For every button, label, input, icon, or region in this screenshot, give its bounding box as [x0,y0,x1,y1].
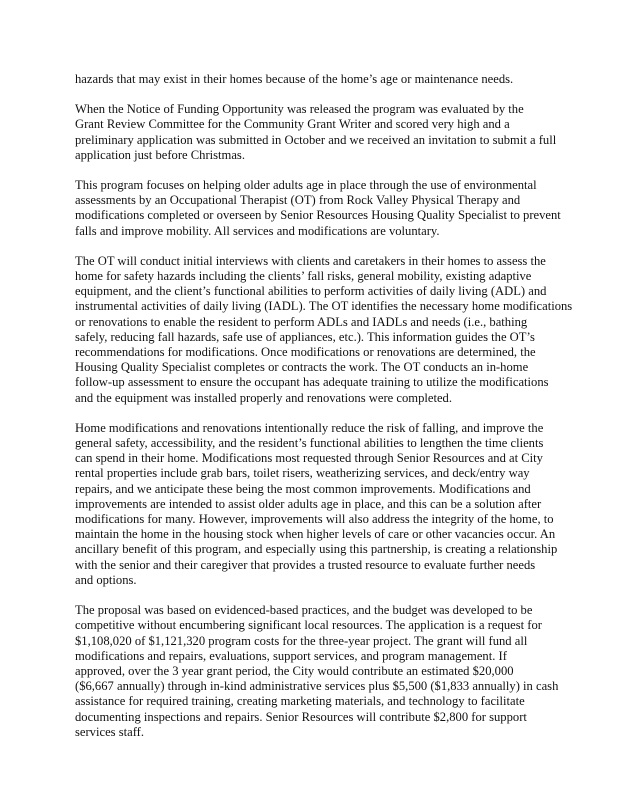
text-line: application just before Christmas. [75,147,245,162]
text-line: or renovations to enable the resident to perform ADLs and IADLs and needs (i.e., bathing [75,314,528,329]
text-line: The proposal was based on evidenced-based practices, and the budget was developed to be [75,603,533,618]
text-line: $1,108,020 of $1,121,320 program costs for the three-year project. The grant will fund all [75,633,528,648]
text-line: hazards that may exist in their homes because of the home’s age or maintenance needs. [75,72,514,86]
document-body [75,72,573,755]
text-line: ($6,667 annually) through in-kind administrative services plus $5,500 ($1,833 annually) in cash [75,679,559,694]
text-line: Grant Review Committee for the Community Grant Writer and scored very high and a [75,117,510,132]
text-line: follow-up assessment to ensure the occupant has adequate training to utilize the modifications [75,375,549,390]
text-line: can spend in their home. Modifications most requested through Senior Resources and at City [75,451,543,466]
paragraph-budget [75,603,573,740]
text-line: documenting inspections and repairs. Senior Resources will contribute $2,800 for support [75,709,527,724]
text-line: rental properties include grab bars, toilet risers, weatherizing services, and deck/entry way [75,466,530,481]
text-line: instrumental activities of daily living (IADL). The OT identifies the necessary home modifications [75,299,573,314]
paragraph-modifications [75,421,573,588]
text-line: Housing Quality Specialist completes or contracts the work. The OT conducts an in-home [75,360,529,375]
text-line: falls and improve mobility. All services and modifications are voluntary. [75,223,440,238]
text-line: preliminary application was submitted in October and we received an invitation to submit a full [75,132,557,147]
text-line: This program focuses on helping older adults age in place through the use of environmental [75,178,537,193]
text-line: approved, over the 3 year grant period, the City would contribute an estimated $20,000 [75,663,514,678]
text-line: safely, reducing fall hazards, safe use of appliances, etc.). This information guides the OT’s [75,329,535,344]
text-line: assistance for required training, creating marketing materials, and technology to facilitate [75,694,525,709]
text-line: modifications for many. However, improvements will also address the integrity of the home, to [75,512,554,527]
paragraph-program-focus [75,178,573,239]
text-line: When the Notice of Funding Opportunity was released the program was evaluated by the [75,102,524,117]
text-line: general safety, accessibility, and the resident’s functional abilities to lengthen the time clients [75,436,544,451]
text-line: assessments by an Occupational Therapist (OT) from Rock Valley Physical Therapy and [75,193,521,208]
text-line: modifications and repairs, evaluations, support services, and program management. If [75,648,507,663]
paragraph-funding-opportunity [75,102,573,163]
text-line: recommendations for modifications. Once modifications or renovations are determined, the [75,345,536,360]
text-line: and the equipment was installed properly and renovations were completed. [75,390,452,405]
text-line: Home modifications and renovations intentionally reduce the risk of falling, and improve the [75,420,544,435]
text-line: home for safety hazards including the clients’ fall risks, general mobility, existing adaptive [75,269,532,284]
text-line: services staff. [75,724,145,739]
text-line: competitive without encumbering significant local resources. The application is a request for [75,618,542,633]
text-line: The OT will conduct initial interviews with clients and caretakers in their homes to assess the [75,253,546,268]
text-line: ancillary benefit of this program, and especially using this partnership, is creating a relationship [75,542,558,557]
text-line: improvements are intended to assist older adults age in place, and this can be a solution after [75,496,542,511]
paragraph-hazards [75,72,573,87]
text-line: equipment, and the client’s functional abilities to perform activities of daily living (ADL) and [75,284,547,299]
text-line: and options. [75,572,137,587]
paragraph-ot-process [75,254,573,406]
text-line: maintain the home in the housing stock when higher levels of care or other vacancies occur. An [75,527,556,542]
text-line: modifications completed or overseen by Senior Resources Housing Quality Specialist to prevent [75,208,561,223]
text-line: with the senior and their caregiver that provides a trusted resource to evaluate further needs [75,557,536,572]
text-line: repairs, and we anticipate these being the most common improvements. Modifications and [75,481,531,496]
